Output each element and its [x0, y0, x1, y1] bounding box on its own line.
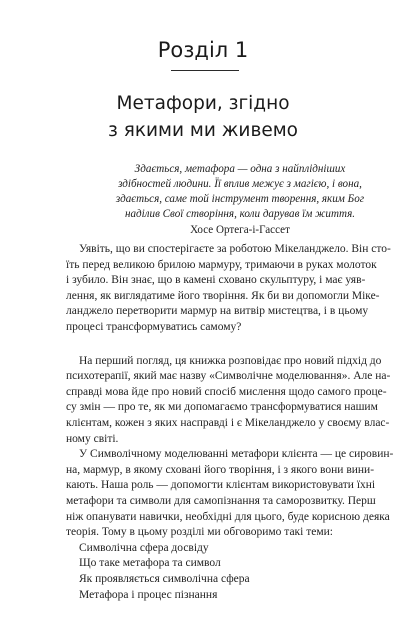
epigraph-line: наділив Свої створіння, коли дарував їм життя.: [124, 208, 356, 220]
text-line: кають. Наша роль — допомогти клієнтам використовувати їхні: [66, 479, 376, 492]
text-line: су змін — про те, як ми допомагаємо трансформуватися нашим: [66, 401, 378, 414]
text-line: ніж опанувати навички, необхідні для цього, буде корисною деяка: [66, 510, 390, 523]
chapter-label: Розділ 1: [157, 38, 249, 62]
paragraph: [66, 242, 391, 336]
chapter-title: [0, 90, 406, 144]
text-line: і зубило. Він знає, що в камені сховано скульптуру, і має уяв-: [66, 274, 366, 287]
epigraph-author: Хосе Ортега-і-Гассет: [190, 224, 290, 236]
text-line: У Символічному моделюванні метафори клієнта — це сировин-: [79, 448, 394, 461]
chapter-title-line: Метафори, згідно: [116, 93, 290, 114]
topics-list: [66, 541, 378, 604]
text-line: процесі трансформуватись самому?: [66, 320, 242, 333]
epigraph-quote: [90, 162, 390, 222]
title-divider: [171, 70, 239, 71]
text-line: ланджело перетворити мармур на витвір мистецтва, і в цьому: [66, 305, 369, 318]
epigraph-line: здібностей людини. Її вплив межує з магією, і вона,: [118, 178, 362, 190]
text-line: на, мармур, в якому сховані його творіння, і з якого вони вини-: [66, 463, 375, 476]
list-item: Що таке метафора та символ: [79, 557, 221, 570]
paragraph-gap: [66, 336, 378, 354]
text-line: справді мова йде про новий спосіб мислення щодо самого проце-: [66, 385, 387, 398]
paragraph: [66, 447, 394, 541]
text-line: психотерапії, який має назву «Символічне моделювання». Але на-: [66, 370, 391, 383]
epigraph: [90, 162, 390, 238]
text-line: ному світі.: [66, 432, 119, 445]
epigraph-line: Здається, метафора — одна з найплідніших: [134, 163, 346, 175]
chapter-body: [66, 242, 394, 604]
list-item: Як проявляється символічна сфера: [79, 573, 250, 586]
list-item: Метафора і процес пізнання: [79, 589, 218, 602]
text-line: лення, як виглядатиме його творіння. Як би ви допомогли Міке-: [66, 289, 380, 302]
epigraph-line: здається, саме той інструмент творення, яким Бог: [115, 193, 365, 205]
text-line: клієнтам, кожен з яких насправді і є Мікеланджело у своєму влас-: [66, 416, 390, 429]
paragraph: [66, 354, 391, 448]
chapter-title-line: з якими ми живемо: [107, 120, 298, 141]
text-line: Уявіть, що ви спостерігаєте за роботою Мікеланджело. Він сто-: [79, 243, 391, 255]
text-line: На перший погляд, ця книжка розповідає про новий підхід до: [79, 354, 382, 367]
list-item: Символічна сфера досвіду: [79, 541, 209, 554]
text-line: метафори та символи для самопізнання та саморозвитку. Перш: [66, 494, 376, 507]
text-line: теорія. Тому в цьому розділі ми обговоримо такі теми:: [66, 526, 333, 539]
text-line: їть перед великою брилою мармуру, тримаючи в руках молоток: [66, 258, 377, 271]
